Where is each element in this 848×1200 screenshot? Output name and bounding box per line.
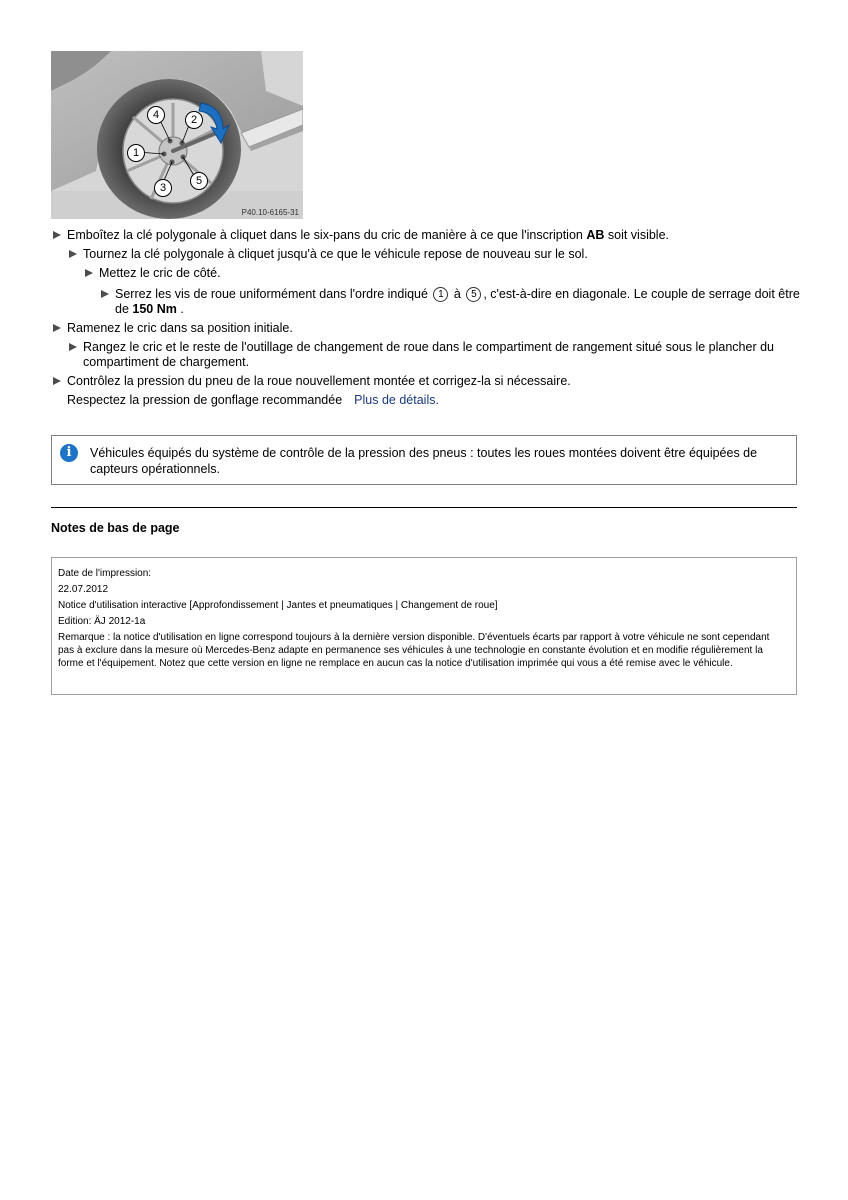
step-arrow-icon — [53, 231, 61, 239]
step-text: Emboîtez la clé polygonale à cliquet dans le six-pans du cric de manière à ce que l'inscription — [67, 228, 587, 242]
step-text: Serrez les vis de roue uniformément dans l'ordre indiqué — [115, 287, 432, 301]
step-arrow-icon — [101, 290, 109, 298]
edition: Edition: ÄJ 2012-1a — [58, 616, 146, 627]
step-text: Tournez la clé polygonale à cliquet jusqu'à ce que le véhicule repose de nouveau sur le sol. — [83, 247, 588, 261]
callout-5: 5 — [190, 172, 208, 190]
step-6 — [51, 340, 801, 370]
step-bold: 150 Nm — [132, 302, 177, 316]
step-3 — [51, 266, 801, 281]
step-bold: AB — [586, 228, 605, 242]
manual-path: Notice d'utilisation interactive [Approfondissement | Jantes et pneumatiques | Changement de roue] — [58, 600, 498, 611]
callout-ref-1: 1 — [433, 287, 448, 302]
step-text: Contrôlez la pression du pneu de la roue nouvellement montée et corrigez-la si nécessaire. — [67, 374, 571, 388]
step-text: à — [450, 287, 465, 301]
step-arrow-icon — [53, 377, 61, 385]
callout-1: 1 — [127, 144, 145, 162]
callout-ref-5: 5 — [466, 287, 481, 302]
more-details-link[interactable]: Plus de détails. — [354, 393, 439, 407]
step-5 — [51, 321, 801, 336]
step-1 — [51, 228, 801, 243]
step-arrow-icon — [85, 269, 93, 277]
info-icon: i — [60, 444, 78, 462]
step-arrow-icon — [69, 343, 77, 351]
step-arrow-icon — [53, 324, 61, 332]
step-text: Mettez le cric de côté. — [99, 266, 221, 280]
callout-3: 3 — [154, 179, 172, 197]
callout-4: 4 — [147, 106, 165, 124]
wheel-change-illustration — [51, 51, 303, 219]
footnotes-title: Notes de bas de page — [51, 521, 180, 535]
step-text: , c'est-à-dire en diagonale. Le couple de serrage doit être de — [115, 287, 800, 316]
info-box — [51, 435, 797, 485]
step-7-note — [51, 393, 801, 408]
wheel-illustration-drawing — [51, 51, 303, 219]
step-arrow-icon — [69, 250, 77, 258]
step-text: . — [176, 302, 184, 316]
step-7 — [51, 374, 801, 389]
step-4 — [51, 287, 801, 317]
info-text: Véhicules équipés du système de contrôle de la pression des pneus : toutes les roues montées doivent être équipées de capteurs opérationnels. — [90, 446, 758, 476]
footnotes-box — [51, 557, 797, 695]
print-date-label: Date de l'impression: — [58, 568, 152, 579]
step-2 — [51, 247, 801, 262]
print-date: 22.07.2012 — [58, 584, 109, 595]
figure-code: P40.10-6165-31 — [241, 208, 299, 217]
divider — [51, 507, 797, 508]
step-text: Respectez la pression de gonflage recommandée — [67, 393, 343, 407]
step-text: Rangez le cric et le reste de l'outillage de changement de roue dans le compartiment de rangement situé sous le plancher du compartiment de chargement. — [83, 340, 774, 369]
step-text: soit visible. — [604, 228, 670, 242]
step-text: Ramenez le cric dans sa position initiale. — [67, 321, 293, 335]
instruction-steps — [51, 228, 801, 412]
remark: Remarque : la notice d'utilisation en ligne correspond toujours à la dernière version disponible. D'éventuels écarts par rapport à votre véhicule ne sont cependant pas à exclure dans la mesure où Mercedes-Benz adapte en permanence ses véhicules à une technologie en constante évolution et en modifie régulièrement la forme et l'équipement. Notez que cette version en ligne ne remplace en aucun cas la notice d'utilisation imprimée qui vous a été remise avec le véhicule. — [58, 632, 770, 669]
callout-2: 2 — [185, 111, 203, 129]
